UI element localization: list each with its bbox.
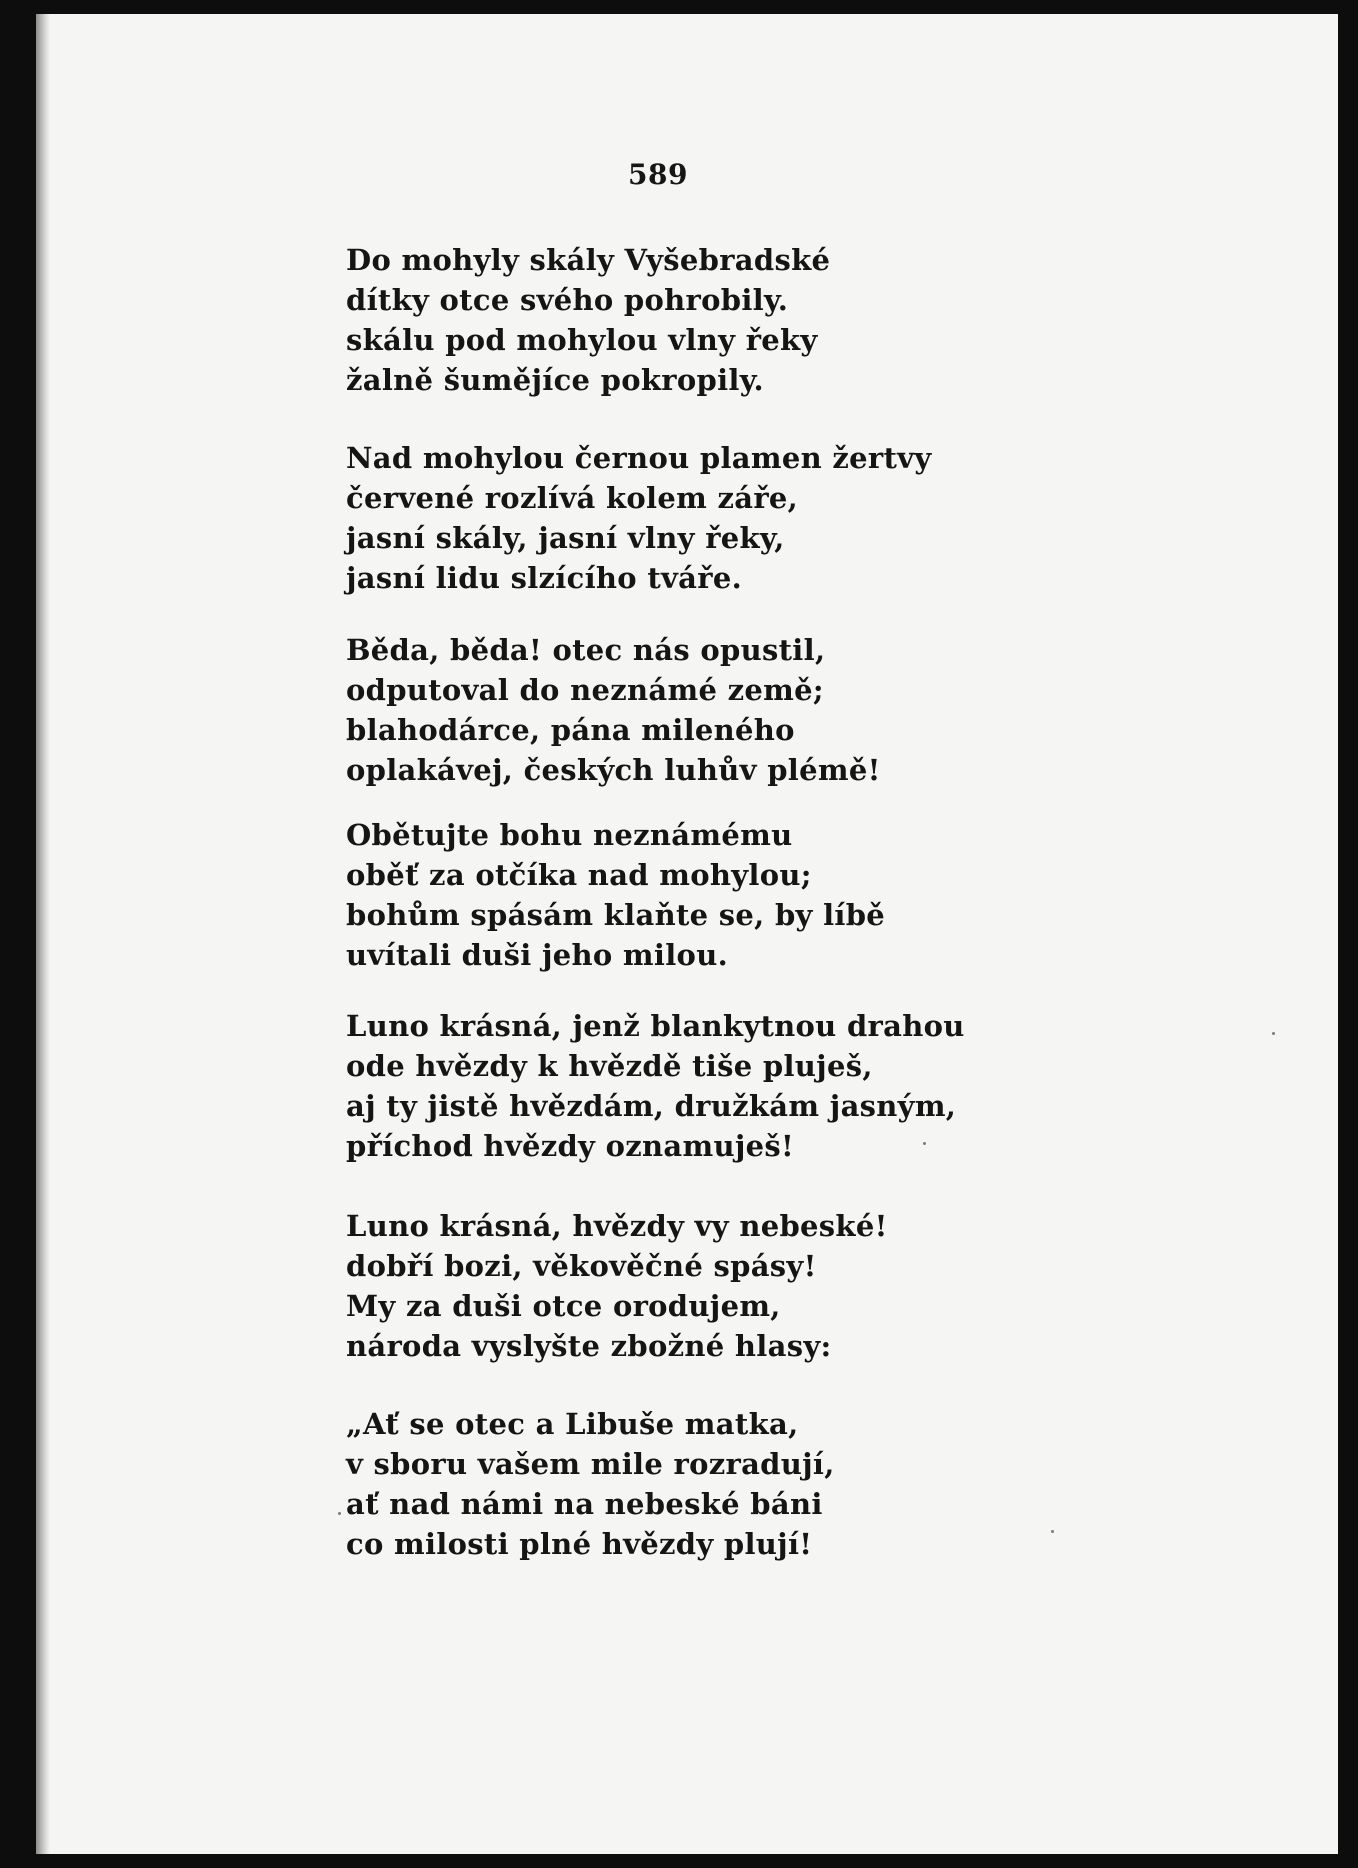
poem-line: příchod hvězdy oznamuješ!	[346, 1129, 795, 1163]
print-speck	[923, 1142, 926, 1145]
poem-line: „Ať se otec a Libuše matka,	[346, 1407, 799, 1441]
poem-line: ode hvězdy k hvězdě tiše pluješ,	[346, 1049, 873, 1083]
poem-line: dobří bozi, věkověčné spásy!	[346, 1249, 817, 1283]
page-number: 589	[628, 158, 688, 191]
poem-line: Běda, běda! otec nás opustil,	[346, 633, 826, 667]
print-speck	[1272, 1032, 1275, 1035]
poem-line: Nad mohylou černou plamen žertvy	[346, 441, 932, 475]
poem-line: dítky otce svého pohrobily.	[346, 283, 789, 317]
poem-line: ať nad námi na nebeské báni	[346, 1487, 823, 1521]
poem-line: uvítali duši jeho milou.	[346, 938, 728, 972]
stanza-6	[346, 1206, 1006, 1366]
stanza-1	[346, 240, 1006, 400]
poem-line: Obětujte bohu neznámému	[346, 818, 793, 852]
poem-line: Luno krásná, hvězdy vy nebeské!	[346, 1209, 888, 1243]
poem-line: co milosti plné hvězdy plují!	[346, 1527, 813, 1561]
poem-line: červené rozlívá kolem záře,	[346, 481, 799, 515]
poem-line: blahodárce, pána mileného	[346, 713, 795, 747]
print-speck	[1051, 1530, 1054, 1533]
poem-line: bohům spásám klaňte se, by líbě	[346, 898, 886, 932]
stanza-7	[346, 1404, 1006, 1564]
poem-line: v sboru vašem mile rozradují,	[346, 1447, 835, 1481]
poem-line: žalně šumějíce pokropily.	[346, 363, 764, 397]
stanza-2	[346, 438, 1006, 598]
poem-line: My za duši otce orodujem,	[346, 1289, 781, 1323]
stanza-5	[346, 1006, 1006, 1166]
stanza-4	[346, 815, 1006, 975]
poem-line: jasní skály, jasní vlny řeky,	[346, 521, 785, 555]
poem-line: Do mohyly skály Vyšebradské	[346, 243, 831, 277]
poem-line: oplakávej, českých luhův plémě!	[346, 753, 881, 787]
poem-line: národa vyslyšte zbožné hlasy:	[346, 1329, 832, 1363]
poem-line: aj ty jistě hvězdám, družkám jasným,	[346, 1089, 957, 1123]
poem-line: jasní lidu slzícího tváře.	[346, 561, 742, 595]
poem-line: skálu pod mohylou vlny řeky	[346, 323, 818, 357]
print-speck	[338, 1512, 341, 1515]
poem-line: odputoval do neznámé země;	[346, 673, 824, 707]
poem-line: oběť za otčíka nad mohylou;	[346, 858, 812, 892]
poem-line: Luno krásná, jenž blankytnou drahou	[346, 1009, 965, 1043]
stanza-3	[346, 630, 1006, 790]
